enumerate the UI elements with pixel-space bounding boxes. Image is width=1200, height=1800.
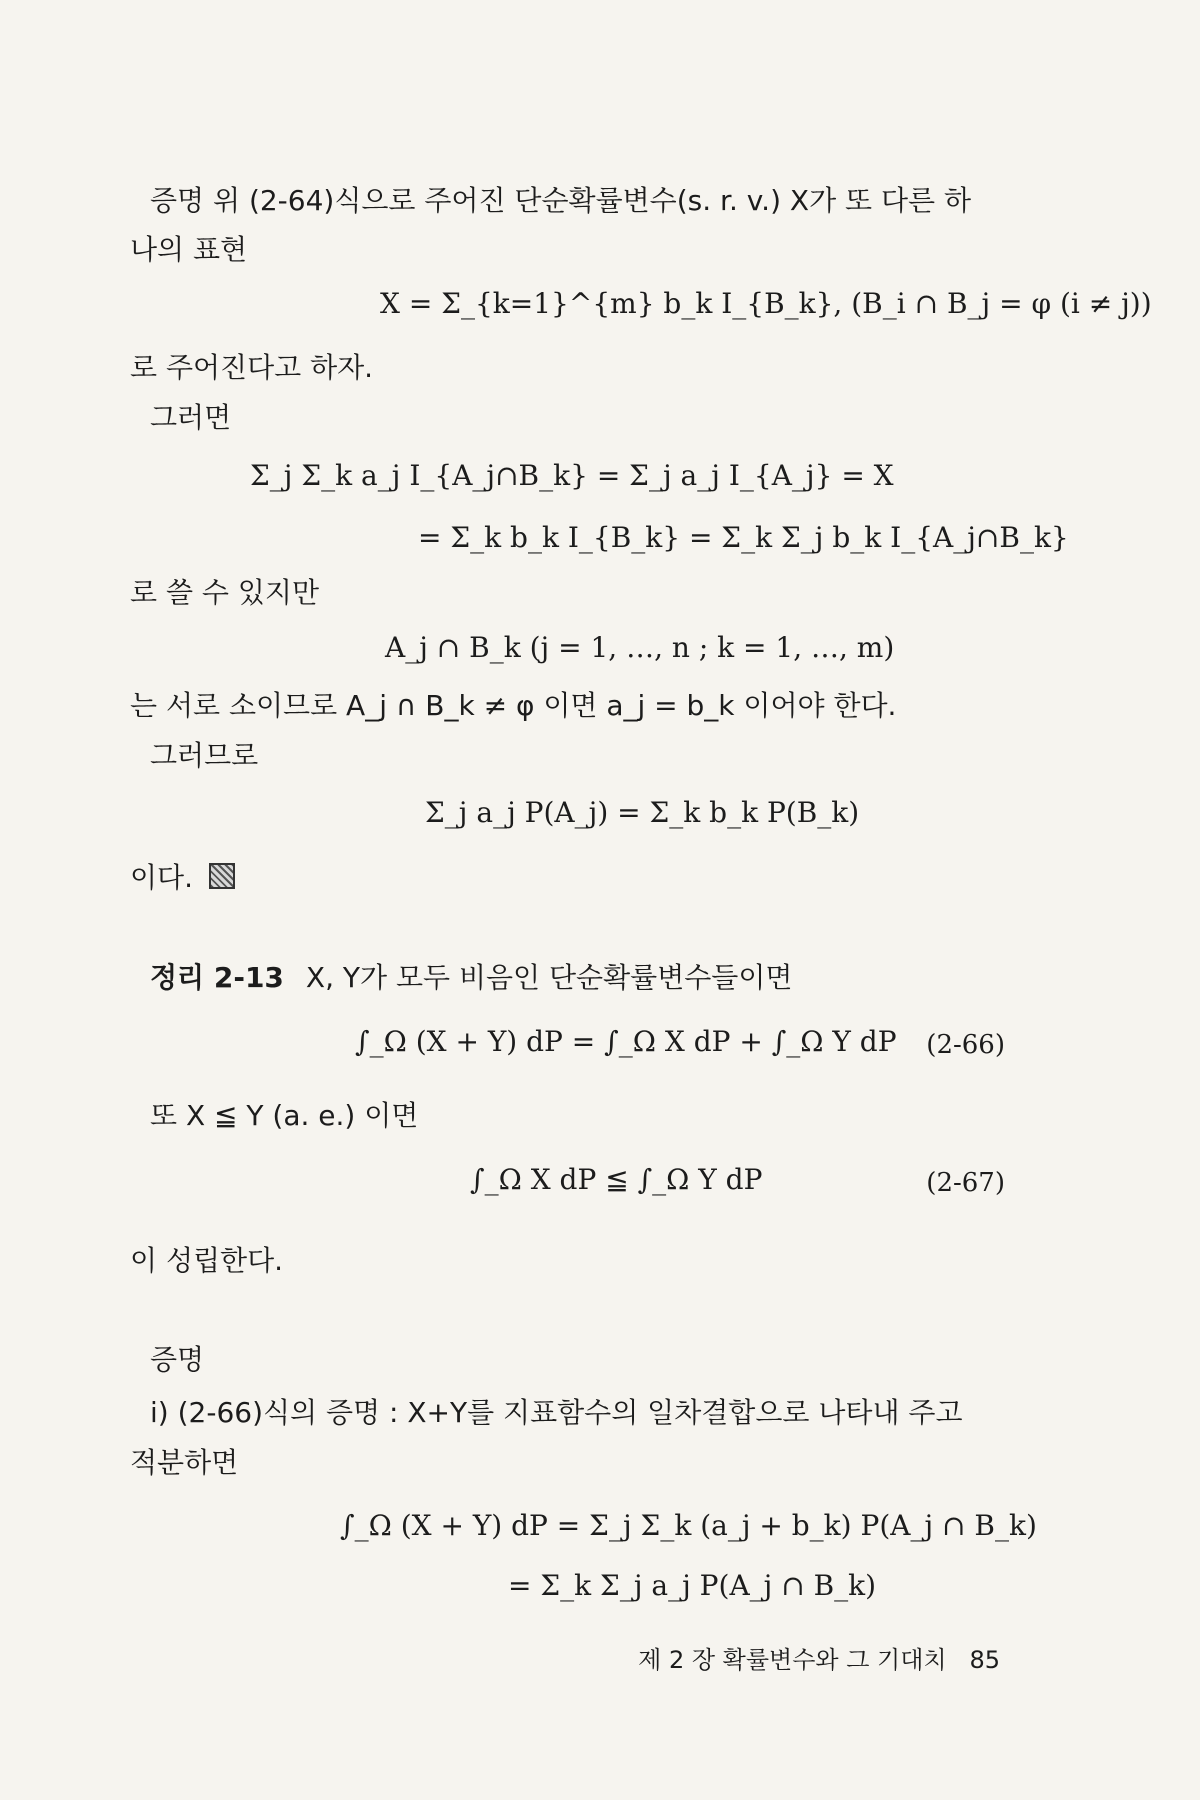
equation-number-2-66: (2-66)	[926, 1030, 1005, 1060]
equation-integral-b: = Σ_k Σ_j a_j P(A_j ∩ B_k)	[508, 1569, 877, 1602]
theorem-line3: 이 성립한다.	[130, 1244, 284, 1277]
proof1-line3: 로 주어진다고 하자.	[130, 351, 374, 384]
theorem-label: 정리 2-13	[150, 961, 284, 994]
equation-representation: X = Σ_{k=1}^{m} b_k I_{B_k}, (B_i ∩ B_j = φ (i ≠ j))	[380, 287, 1152, 320]
equation-2-66: ∫_Ω (X + Y) dP = ∫_Ω X dP + ∫_Ω Y dP	[355, 1025, 897, 1058]
proof1-line2: 나의 표현	[130, 233, 248, 266]
theorem-line2: 또 X ≦ Y (a. e.) 이면	[150, 1099, 419, 1132]
equation-intersections: A_j ∩ B_k (j = 1, …, n ; k = 1, …, m)	[385, 631, 895, 664]
equation-2-67: ∫_Ω X dP ≦ ∫_Ω Y dP	[470, 1163, 763, 1196]
proof1-line8	[130, 860, 235, 896]
proof1-conclusion: 이다.	[130, 861, 193, 894]
equation-sum-b: = Σ_k b_k I_{B_k} = Σ_k Σ_j b_k I_{A_j∩B_k}	[418, 521, 1069, 554]
theorem-statement: X, Y가 모두 비음인 단순확률변수들이면	[305, 961, 793, 994]
equation-expectation: Σ_j a_j P(A_j) = Σ_k b_k P(B_k)	[425, 796, 860, 829]
proof2-line2: 적분하면	[130, 1446, 239, 1479]
proof1-line6: 는 서로 소이므로 A_j ∩ B_k ≠ φ 이면 a_j = b_k 이어야 한다.	[130, 689, 897, 722]
proof2-line1: i) (2-66)식의 증명 : X+Y를 지표함수의 일차결합으로 나타내 주고	[150, 1396, 963, 1429]
equation-number-2-67: (2-67)	[926, 1168, 1005, 1198]
page-number: 85	[969, 1646, 1000, 1674]
proof1-line4: 그러면	[150, 401, 232, 434]
theorem-heading	[150, 960, 792, 996]
proof1-line5: 로 쓸 수 있지만	[130, 576, 319, 609]
equation-integral-a: ∫_Ω (X + Y) dP = Σ_j Σ_k (a_j + b_k) P(A_j ∩ B_k)	[340, 1509, 1037, 1542]
proof1-line7: 그러므로	[150, 739, 259, 772]
proof2-label: 증명	[150, 1343, 205, 1376]
chapter-title: 제 2 장 확률변수와 그 기대치	[638, 1646, 947, 1674]
qed-mark	[209, 863, 235, 889]
page-footer	[638, 1640, 1000, 1675]
equation-sum-a: Σ_j Σ_k a_j I_{A_j∩B_k} = Σ_j a_j I_{A_j} = X	[250, 459, 894, 492]
proof1-line1: 증명 위 (2-64)식으로 주어진 단순확률변수(s. r. v.) X가 또 다른 하	[150, 184, 972, 217]
